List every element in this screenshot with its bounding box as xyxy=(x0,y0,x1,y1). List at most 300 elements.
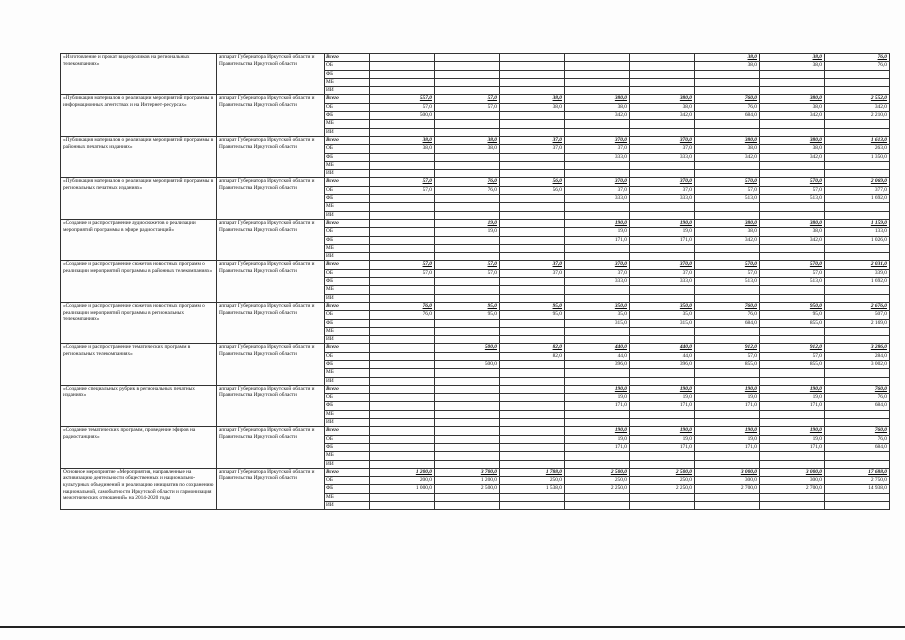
value-cell xyxy=(435,352,500,360)
value-cell xyxy=(760,460,825,468)
value-cell xyxy=(695,460,760,468)
value-cell: 37,0 xyxy=(630,269,695,277)
value-cell: 190,0 xyxy=(630,219,695,227)
value-cell: 190,0 xyxy=(695,427,760,435)
executor-cell: аппарат Губернатора Иркутской области и Правительства Иркутской области xyxy=(217,95,325,136)
value-cell: 76,0 xyxy=(370,302,435,310)
value-cell xyxy=(370,228,435,236)
value-cell: 95,0 xyxy=(500,311,565,319)
value-cell xyxy=(565,203,630,211)
value-cell: 315,0 xyxy=(630,319,695,327)
value-cell xyxy=(435,203,500,211)
value-cell: 855,0 xyxy=(760,319,825,327)
value-cell xyxy=(565,128,630,136)
value-cell: 171,0 xyxy=(565,236,630,244)
value-cell: 1 788,0 xyxy=(500,468,565,476)
value-cell: 76,0 xyxy=(695,311,760,319)
funding-source-cell: МБ xyxy=(325,452,370,460)
value-cell: 2 210,0 xyxy=(825,112,890,120)
value-cell: 190,0 xyxy=(565,385,630,393)
value-cell: 2 250,0 xyxy=(630,485,695,493)
value-cell: 760,0 xyxy=(695,302,760,310)
value-cell xyxy=(760,327,825,335)
value-cell: 37,0 xyxy=(500,136,565,144)
value-cell: 380,0 xyxy=(760,136,825,144)
value-cell: 19,0 xyxy=(695,394,760,402)
value-cell: 380,0 xyxy=(760,219,825,227)
funding-source-cell: ФБ xyxy=(325,402,370,410)
value-cell: 14 938,0 xyxy=(825,485,890,493)
funding-source-cell: ФБ xyxy=(325,70,370,78)
value-cell xyxy=(370,377,435,385)
value-cell: 57,0 xyxy=(760,186,825,194)
value-cell: 684,0 xyxy=(825,402,890,410)
value-cell: 37,0 xyxy=(630,186,695,194)
value-cell xyxy=(565,294,630,302)
value-cell: 57,0 xyxy=(435,261,500,269)
value-cell: 513,0 xyxy=(695,278,760,286)
value-cell xyxy=(825,253,890,261)
value-cell xyxy=(825,120,890,128)
value-cell: 37,0 xyxy=(500,145,565,153)
value-cell xyxy=(500,87,565,95)
value-cell xyxy=(370,344,435,352)
value-cell: 57,0 xyxy=(370,261,435,269)
value-cell: 57,0 xyxy=(695,352,760,360)
value-cell: 171,0 xyxy=(565,443,630,451)
value-cell xyxy=(435,435,500,443)
value-cell xyxy=(630,410,695,418)
value-cell xyxy=(695,203,760,211)
funding-source-cell: ИИ xyxy=(325,294,370,302)
value-cell: 684,0 xyxy=(695,112,760,120)
funding-source-cell: ФБ xyxy=(325,319,370,327)
value-cell xyxy=(435,62,500,70)
value-cell: 3 002,0 xyxy=(825,360,890,368)
value-cell xyxy=(435,244,500,252)
value-cell: 38,0 xyxy=(565,103,630,111)
funding-source-cell: Всего xyxy=(325,344,370,352)
value-cell: 44,0 xyxy=(630,352,695,360)
value-cell: 35,0 xyxy=(565,311,630,319)
funding-source-cell: ИИ xyxy=(325,128,370,136)
value-cell xyxy=(565,70,630,78)
value-cell xyxy=(500,211,565,219)
value-cell xyxy=(370,161,435,169)
value-cell xyxy=(825,211,890,219)
value-cell xyxy=(565,369,630,377)
value-cell xyxy=(695,70,760,78)
value-cell: 19,0 xyxy=(435,228,500,236)
value-cell: 38,0 xyxy=(435,136,500,144)
value-cell xyxy=(500,203,565,211)
value-cell xyxy=(630,54,695,62)
value-cell: 3 000,0 xyxy=(760,468,825,476)
funding-source-cell: ФБ xyxy=(325,278,370,286)
value-cell xyxy=(760,78,825,86)
value-cell: 1 000,0 xyxy=(370,485,435,493)
funding-source-cell: МБ xyxy=(325,161,370,169)
value-cell xyxy=(370,120,435,128)
value-cell: 333,0 xyxy=(630,153,695,161)
value-cell: 200,0 xyxy=(370,477,435,485)
value-cell xyxy=(500,385,565,393)
value-cell xyxy=(630,286,695,294)
value-cell xyxy=(435,294,500,302)
value-cell xyxy=(825,161,890,169)
value-cell xyxy=(500,336,565,344)
funding-source-cell: МБ xyxy=(325,327,370,335)
value-cell xyxy=(370,493,435,501)
value-cell: 190,0 xyxy=(760,427,825,435)
funding-source-cell: ИИ xyxy=(325,502,370,510)
value-cell: 57,0 xyxy=(435,103,500,111)
value-cell xyxy=(565,170,630,178)
value-cell: 855,0 xyxy=(760,360,825,368)
value-cell: 190,0 xyxy=(760,385,825,393)
value-cell: 342,0 xyxy=(760,153,825,161)
value-cell xyxy=(565,502,630,510)
value-cell: 19,0 xyxy=(565,228,630,236)
funding-source-cell: ИИ xyxy=(325,336,370,344)
table-row xyxy=(61,427,890,435)
value-cell: 190,0 xyxy=(565,427,630,435)
value-cell xyxy=(695,244,760,252)
value-cell xyxy=(630,377,695,385)
value-cell: 1 159,0 xyxy=(825,219,890,227)
value-cell xyxy=(500,369,565,377)
value-cell xyxy=(825,203,890,211)
funding-source-cell: Всего xyxy=(325,427,370,435)
value-cell: 56,0 xyxy=(500,186,565,194)
value-cell xyxy=(825,78,890,86)
value-cell xyxy=(435,402,500,410)
funding-source-cell: Всего xyxy=(325,54,370,62)
value-cell: 76,0 xyxy=(435,186,500,194)
value-cell xyxy=(760,211,825,219)
value-cell xyxy=(630,253,695,261)
funding-source-cell: ОБ xyxy=(325,186,370,194)
value-cell: 37,0 xyxy=(500,269,565,277)
value-cell: 333,0 xyxy=(630,278,695,286)
value-cell xyxy=(630,369,695,377)
funding-source-cell: ОБ xyxy=(325,311,370,319)
value-cell xyxy=(825,369,890,377)
value-cell: 171,0 xyxy=(695,402,760,410)
value-cell: 76,0 xyxy=(825,394,890,402)
value-cell xyxy=(825,377,890,385)
value-cell xyxy=(630,336,695,344)
funding-source-cell: Всего xyxy=(325,136,370,144)
measure-name-cell: «Создание и распространение аудиосюжетов о реализации мероприятий программы в эфире радиостанций» xyxy=(61,219,217,260)
value-cell xyxy=(565,452,630,460)
value-cell xyxy=(565,410,630,418)
value-cell xyxy=(565,54,630,62)
value-cell: 57,0 xyxy=(370,186,435,194)
value-cell: 513,0 xyxy=(695,195,760,203)
funding-source-cell: МБ xyxy=(325,410,370,418)
value-cell: 57,0 xyxy=(370,103,435,111)
value-cell: 76,0 xyxy=(695,103,760,111)
value-cell xyxy=(825,128,890,136)
value-cell xyxy=(435,419,500,427)
value-cell xyxy=(370,419,435,427)
funding-source-cell: МБ xyxy=(325,203,370,211)
value-cell xyxy=(370,502,435,510)
value-cell xyxy=(500,62,565,70)
executor-cell: аппарат Губернатора Иркутской области и Правительства Иркутской области xyxy=(217,178,325,219)
value-cell xyxy=(695,253,760,261)
value-cell xyxy=(500,128,565,136)
value-cell xyxy=(370,278,435,286)
value-cell: 1 692,0 xyxy=(825,195,890,203)
value-cell xyxy=(825,87,890,95)
table-row xyxy=(61,344,890,352)
value-cell: 315,0 xyxy=(565,319,630,327)
value-cell: 76,0 xyxy=(825,54,890,62)
value-cell: 35,0 xyxy=(630,311,695,319)
value-cell xyxy=(760,128,825,136)
value-cell: 95,0 xyxy=(500,302,565,310)
value-cell xyxy=(370,327,435,335)
value-cell: 38,0 xyxy=(500,103,565,111)
value-cell xyxy=(500,170,565,178)
value-cell: 263,0 xyxy=(825,145,890,153)
value-cell xyxy=(435,452,500,460)
value-cell xyxy=(435,112,500,120)
value-cell: 342,0 xyxy=(565,112,630,120)
value-cell: 2 069,0 xyxy=(825,178,890,186)
value-cell xyxy=(435,394,500,402)
value-cell xyxy=(760,244,825,252)
value-cell: 57,0 xyxy=(370,178,435,186)
value-cell: 76,0 xyxy=(370,311,435,319)
value-cell xyxy=(500,493,565,501)
value-cell xyxy=(760,336,825,344)
value-cell xyxy=(435,327,500,335)
funding-source-cell: ФБ xyxy=(325,236,370,244)
value-cell xyxy=(500,294,565,302)
table-row xyxy=(61,385,890,393)
value-cell xyxy=(695,377,760,385)
executor-cell: аппарат Губернатора Иркутской области и Правительства Иркутской области xyxy=(217,219,325,260)
value-cell xyxy=(500,286,565,294)
value-cell: 2 676,0 xyxy=(825,302,890,310)
value-cell xyxy=(500,402,565,410)
value-cell: 380,0 xyxy=(760,95,825,103)
value-cell xyxy=(565,120,630,128)
value-cell xyxy=(825,419,890,427)
value-cell xyxy=(825,452,890,460)
value-cell: 342,0 xyxy=(760,112,825,120)
value-cell xyxy=(500,377,565,385)
value-cell: 38,0 xyxy=(630,103,695,111)
value-cell: 760,0 xyxy=(695,95,760,103)
value-cell: 171,0 xyxy=(695,443,760,451)
value-cell: 190,0 xyxy=(565,219,630,227)
funding-source-cell: ИИ xyxy=(325,377,370,385)
value-cell: 38,0 xyxy=(435,145,500,153)
measure-name-cell: «Создание и распространение тематических программ в региональных телекомпаниях» xyxy=(61,344,217,385)
value-cell xyxy=(500,78,565,86)
value-cell: 1 613,0 xyxy=(825,136,890,144)
funding-source-cell: ИИ xyxy=(325,211,370,219)
value-cell: 396,0 xyxy=(565,360,630,368)
value-cell xyxy=(760,369,825,377)
value-cell: 380,0 xyxy=(630,95,695,103)
value-cell xyxy=(565,327,630,335)
value-cell: 557,0 xyxy=(370,95,435,103)
value-cell: 2 169,0 xyxy=(825,319,890,327)
value-cell xyxy=(760,203,825,211)
table-row xyxy=(61,54,890,62)
value-cell xyxy=(435,443,500,451)
funding-source-cell: Всего xyxy=(325,261,370,269)
value-cell xyxy=(630,419,695,427)
value-cell: 37,0 xyxy=(630,145,695,153)
value-cell: 57,0 xyxy=(435,95,500,103)
value-cell xyxy=(370,87,435,95)
value-cell xyxy=(630,128,695,136)
value-cell xyxy=(500,228,565,236)
value-cell xyxy=(760,161,825,169)
table-row xyxy=(61,302,890,310)
executor-cell: аппарат Губернатора Иркутской области и Правительства Иркутской области xyxy=(217,468,325,509)
value-cell xyxy=(565,493,630,501)
value-cell xyxy=(370,128,435,136)
value-cell: 190,0 xyxy=(630,385,695,393)
funding-source-cell: ИИ xyxy=(325,87,370,95)
value-cell xyxy=(760,70,825,78)
value-cell xyxy=(500,460,565,468)
value-cell xyxy=(825,294,890,302)
value-cell xyxy=(695,502,760,510)
value-cell: 570,0 xyxy=(695,261,760,269)
value-cell: 171,0 xyxy=(630,443,695,451)
funding-source-cell: МБ xyxy=(325,369,370,377)
measure-name-cell: «Публикация материалов о реализации мероприятий программы в информационных агентствах и на Интернет-ресурсах» xyxy=(61,95,217,136)
value-cell xyxy=(630,161,695,169)
value-cell xyxy=(630,120,695,128)
value-cell: 350,0 xyxy=(630,302,695,310)
funding-source-cell: ФБ xyxy=(325,443,370,451)
value-cell xyxy=(565,460,630,468)
value-cell xyxy=(825,170,890,178)
budget-table xyxy=(60,53,890,510)
value-cell xyxy=(760,294,825,302)
value-cell xyxy=(435,170,500,178)
funding-source-cell: ОБ xyxy=(325,477,370,485)
value-cell: 912,0 xyxy=(695,344,760,352)
value-cell: 684,0 xyxy=(825,443,890,451)
value-cell xyxy=(435,161,500,169)
executor-cell: аппарат Губернатора Иркутской области и Правительства Иркутской области xyxy=(217,261,325,302)
value-cell: 171,0 xyxy=(565,402,630,410)
value-cell xyxy=(370,385,435,393)
value-cell xyxy=(500,219,565,227)
value-cell xyxy=(435,195,500,203)
value-cell: 1 350,0 xyxy=(825,153,890,161)
value-cell: 950,0 xyxy=(760,302,825,310)
value-cell xyxy=(500,54,565,62)
value-cell: 2 552,0 xyxy=(825,95,890,103)
value-cell: 57,0 xyxy=(370,269,435,277)
value-cell: 333,0 xyxy=(565,153,630,161)
value-cell xyxy=(825,286,890,294)
value-cell: 57,0 xyxy=(435,269,500,277)
value-cell xyxy=(370,360,435,368)
funding-source-cell: ОБ xyxy=(325,228,370,236)
value-cell: 38,0 xyxy=(760,103,825,111)
value-cell: 38,0 xyxy=(695,145,760,153)
value-cell: 333,0 xyxy=(565,195,630,203)
value-cell xyxy=(370,369,435,377)
value-cell: 2 700,0 xyxy=(695,485,760,493)
funding-source-cell: Всего xyxy=(325,95,370,103)
value-cell: 760,0 xyxy=(825,427,890,435)
value-cell: 57,0 xyxy=(695,186,760,194)
value-cell: 38,0 xyxy=(370,145,435,153)
value-cell xyxy=(630,70,695,78)
funding-source-cell: ФБ xyxy=(325,360,370,368)
value-cell xyxy=(435,78,500,86)
value-cell xyxy=(435,153,500,161)
executor-cell: аппарат Губернатора Иркутской области и Правительства Иркутской области xyxy=(217,344,325,385)
value-cell xyxy=(630,493,695,501)
value-cell: 44,0 xyxy=(565,352,630,360)
value-cell xyxy=(370,336,435,344)
value-cell xyxy=(630,502,695,510)
value-cell xyxy=(500,120,565,128)
value-cell: 250,0 xyxy=(630,477,695,485)
value-cell xyxy=(370,78,435,86)
value-cell xyxy=(435,128,500,136)
value-cell xyxy=(630,244,695,252)
value-cell xyxy=(370,294,435,302)
value-cell: 342,0 xyxy=(695,153,760,161)
value-cell: 38,0 xyxy=(695,54,760,62)
funding-source-cell: ОБ xyxy=(325,145,370,153)
funding-source-cell: ФБ xyxy=(325,485,370,493)
value-cell xyxy=(630,87,695,95)
value-cell: 342,0 xyxy=(825,103,890,111)
funding-source-cell: ИИ xyxy=(325,460,370,468)
value-cell xyxy=(695,170,760,178)
value-cell: 370,0 xyxy=(630,136,695,144)
value-cell: 284,0 xyxy=(825,352,890,360)
value-cell xyxy=(825,244,890,252)
value-cell xyxy=(370,402,435,410)
value-cell: 333,0 xyxy=(565,278,630,286)
value-cell: 19,0 xyxy=(760,435,825,443)
value-cell xyxy=(630,62,695,70)
value-cell xyxy=(435,369,500,377)
measure-name-cell: Основное мероприятие «Мероприятия, направленные на активизацию деятельности общественных и национально-культурных объединений и реализацию инициатив по сохранению национальной, самобытности Иркутской области и гармонизация межэтнических отношений» на 2014-2020 годы xyxy=(61,468,217,509)
value-cell xyxy=(760,170,825,178)
executor-cell: аппарат Губернатора Иркутской области и Правительства Иркутской области xyxy=(217,385,325,426)
value-cell xyxy=(695,327,760,335)
value-cell xyxy=(500,161,565,169)
value-cell xyxy=(435,253,500,261)
value-cell: 38,0 xyxy=(370,136,435,144)
value-cell xyxy=(695,120,760,128)
value-cell xyxy=(435,385,500,393)
value-cell: 570,0 xyxy=(760,178,825,186)
value-cell: 190,0 xyxy=(630,427,695,435)
value-cell xyxy=(370,352,435,360)
funding-source-cell: ОБ xyxy=(325,394,370,402)
value-cell xyxy=(500,327,565,335)
